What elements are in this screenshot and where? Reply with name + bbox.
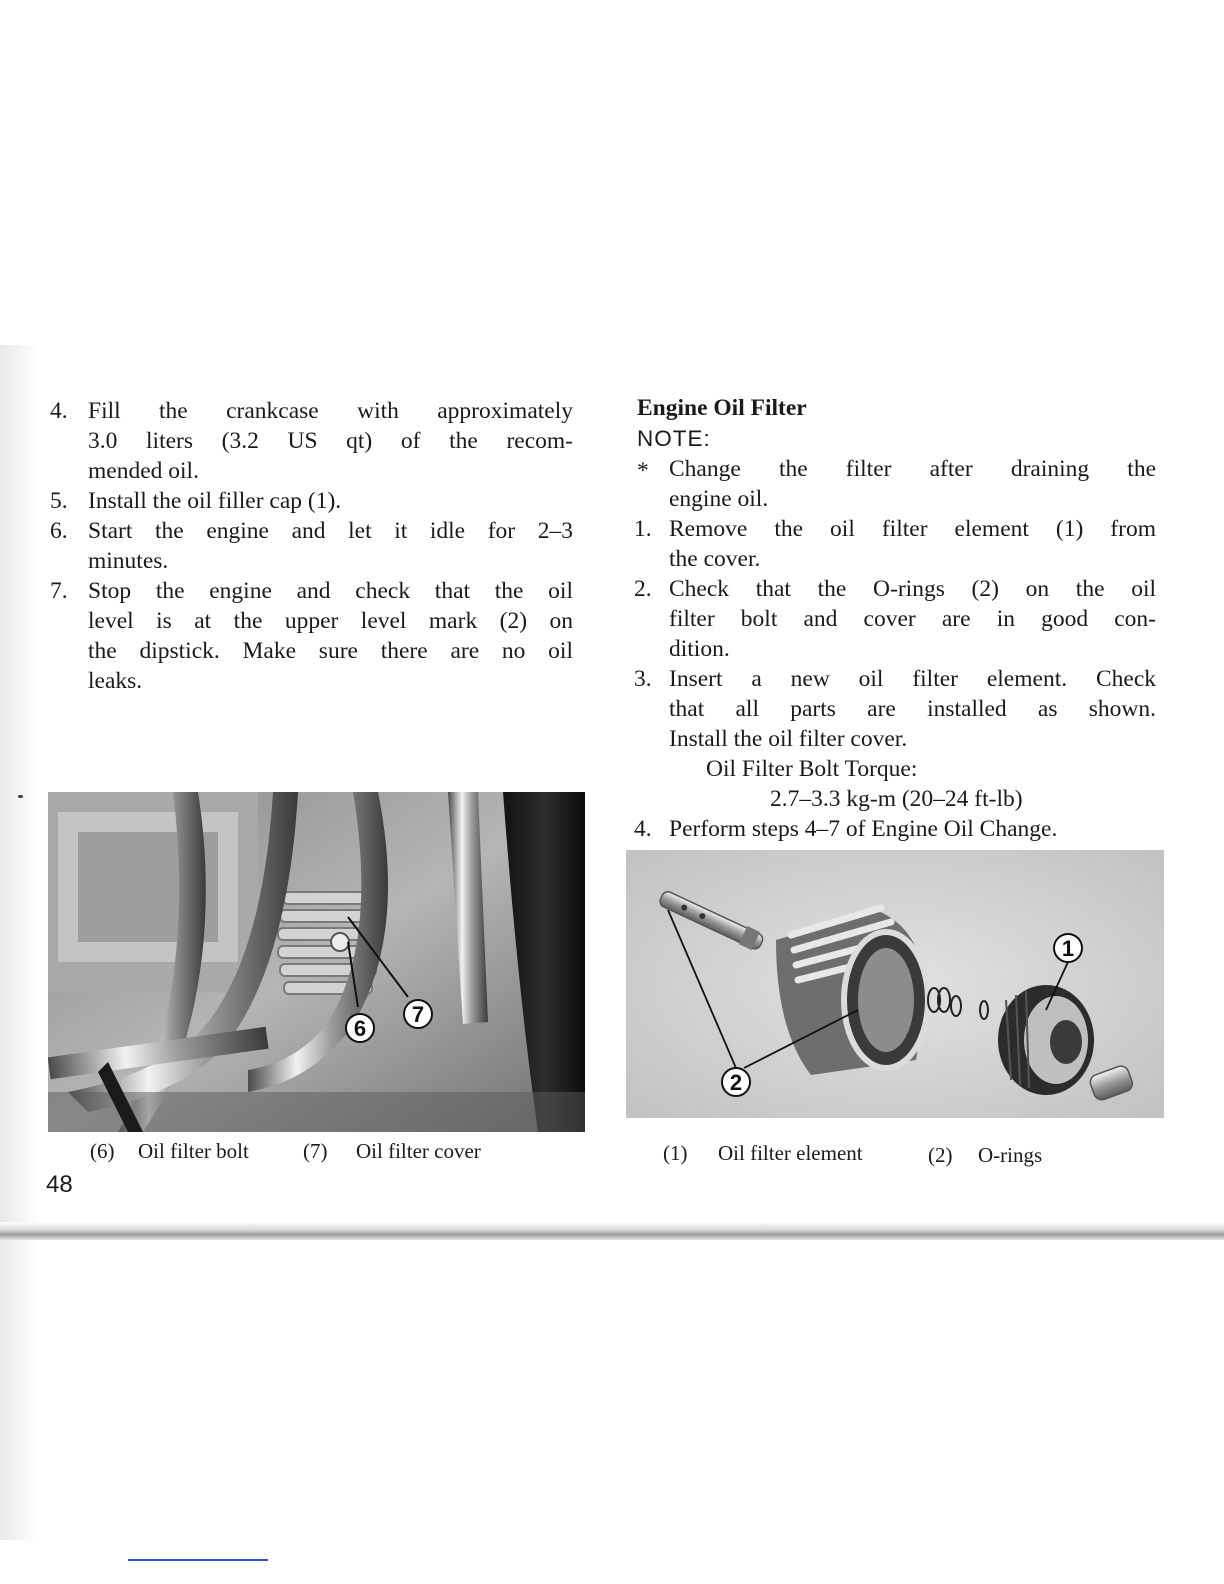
section-heading: Engine Oil Filter [637, 395, 807, 421]
scan-speck [18, 795, 23, 798]
underline-mark [128, 1559, 268, 1561]
caption-left-item-2-label: Oil filter cover [356, 1139, 481, 1163]
step-line: the cover. [669, 546, 761, 572]
step-number: 2. [634, 576, 652, 602]
caption-right-item-2-number: (2) [928, 1143, 953, 1167]
engine-photo-illustration [48, 792, 585, 1132]
step-line: mended oil. [88, 458, 199, 484]
note-label: NOTE: [637, 426, 711, 451]
step-line: Check that the O-rings (2) on the oil [669, 576, 1156, 602]
step-line: dition. [669, 636, 730, 662]
step-line: Fill the crankcase with approximately [88, 398, 573, 424]
step-line: leaks. [88, 668, 143, 694]
scan-bottom-edge [0, 1222, 1224, 1240]
step-number: 1. [634, 516, 652, 542]
step-line: level is at the upper level mark (2) on [88, 608, 573, 634]
step-line: the dipstick. Make sure there are no oil [88, 638, 573, 664]
step-number: 6. [50, 518, 68, 544]
callout-1-label: 1 [1061, 936, 1075, 961]
step-number: 4. [50, 398, 68, 424]
step-line: Stop the engine and check that the oil [88, 578, 573, 604]
step-line: Install the oil filter cover. [669, 726, 908, 752]
caption-right-item-1-label: Oil filter element [718, 1141, 863, 1165]
step-line: 3.0 liters (3.2 US qt) of the recom- [88, 428, 573, 454]
note-line: Change the filter after draining the [669, 456, 1156, 482]
callout-6-label: 6 [353, 1016, 367, 1041]
step-number: 3. [634, 666, 652, 692]
step-line: filter bolt and cover are in good con- [669, 606, 1156, 632]
torque-value: 2.7–3.3 kg-m (20–24 ft-lb) [770, 786, 1023, 812]
torque-label: Oil Filter Bolt Torque: [706, 756, 918, 782]
page-number: 48 [46, 1171, 73, 1198]
step-line: Insert a new oil filter element. Check [669, 666, 1156, 692]
step-number: 4. [634, 816, 652, 842]
engine-oil-filter-photo [48, 792, 585, 1132]
caption-left-item-1-number: (6) [90, 1139, 115, 1163]
step-line: minutes. [88, 548, 169, 574]
step-number: 5. [50, 488, 68, 514]
step-line: Remove the oil filter element (1) from [669, 516, 1156, 542]
filter-parts-illustration [626, 850, 1164, 1118]
oil-filter-parts-photo [626, 850, 1164, 1118]
page-edge-shadow [0, 345, 38, 1540]
note-bullet: * [637, 458, 649, 484]
caption-left-item-2-number: (7) [303, 1139, 328, 1163]
step-line: Start the engine and let it idle for 2–3 [88, 518, 573, 544]
caption-right-item-1-number: (1) [663, 1141, 688, 1165]
callout-2-label: 2 [729, 1070, 743, 1095]
step-number: 7. [50, 578, 68, 604]
callout-7-label: 7 [411, 1002, 425, 1027]
note-line: engine oil. [669, 486, 769, 512]
caption-left-item-1-label: Oil filter bolt [138, 1139, 249, 1163]
step-line: Install the oil filler cap (1). [88, 488, 342, 514]
step-line: that all parts are installed as shown. [669, 696, 1156, 722]
step-line: Perform steps 4–7 of Engine Oil Change. [669, 816, 1058, 842]
caption-right-item-2-label: O-rings [978, 1143, 1043, 1167]
